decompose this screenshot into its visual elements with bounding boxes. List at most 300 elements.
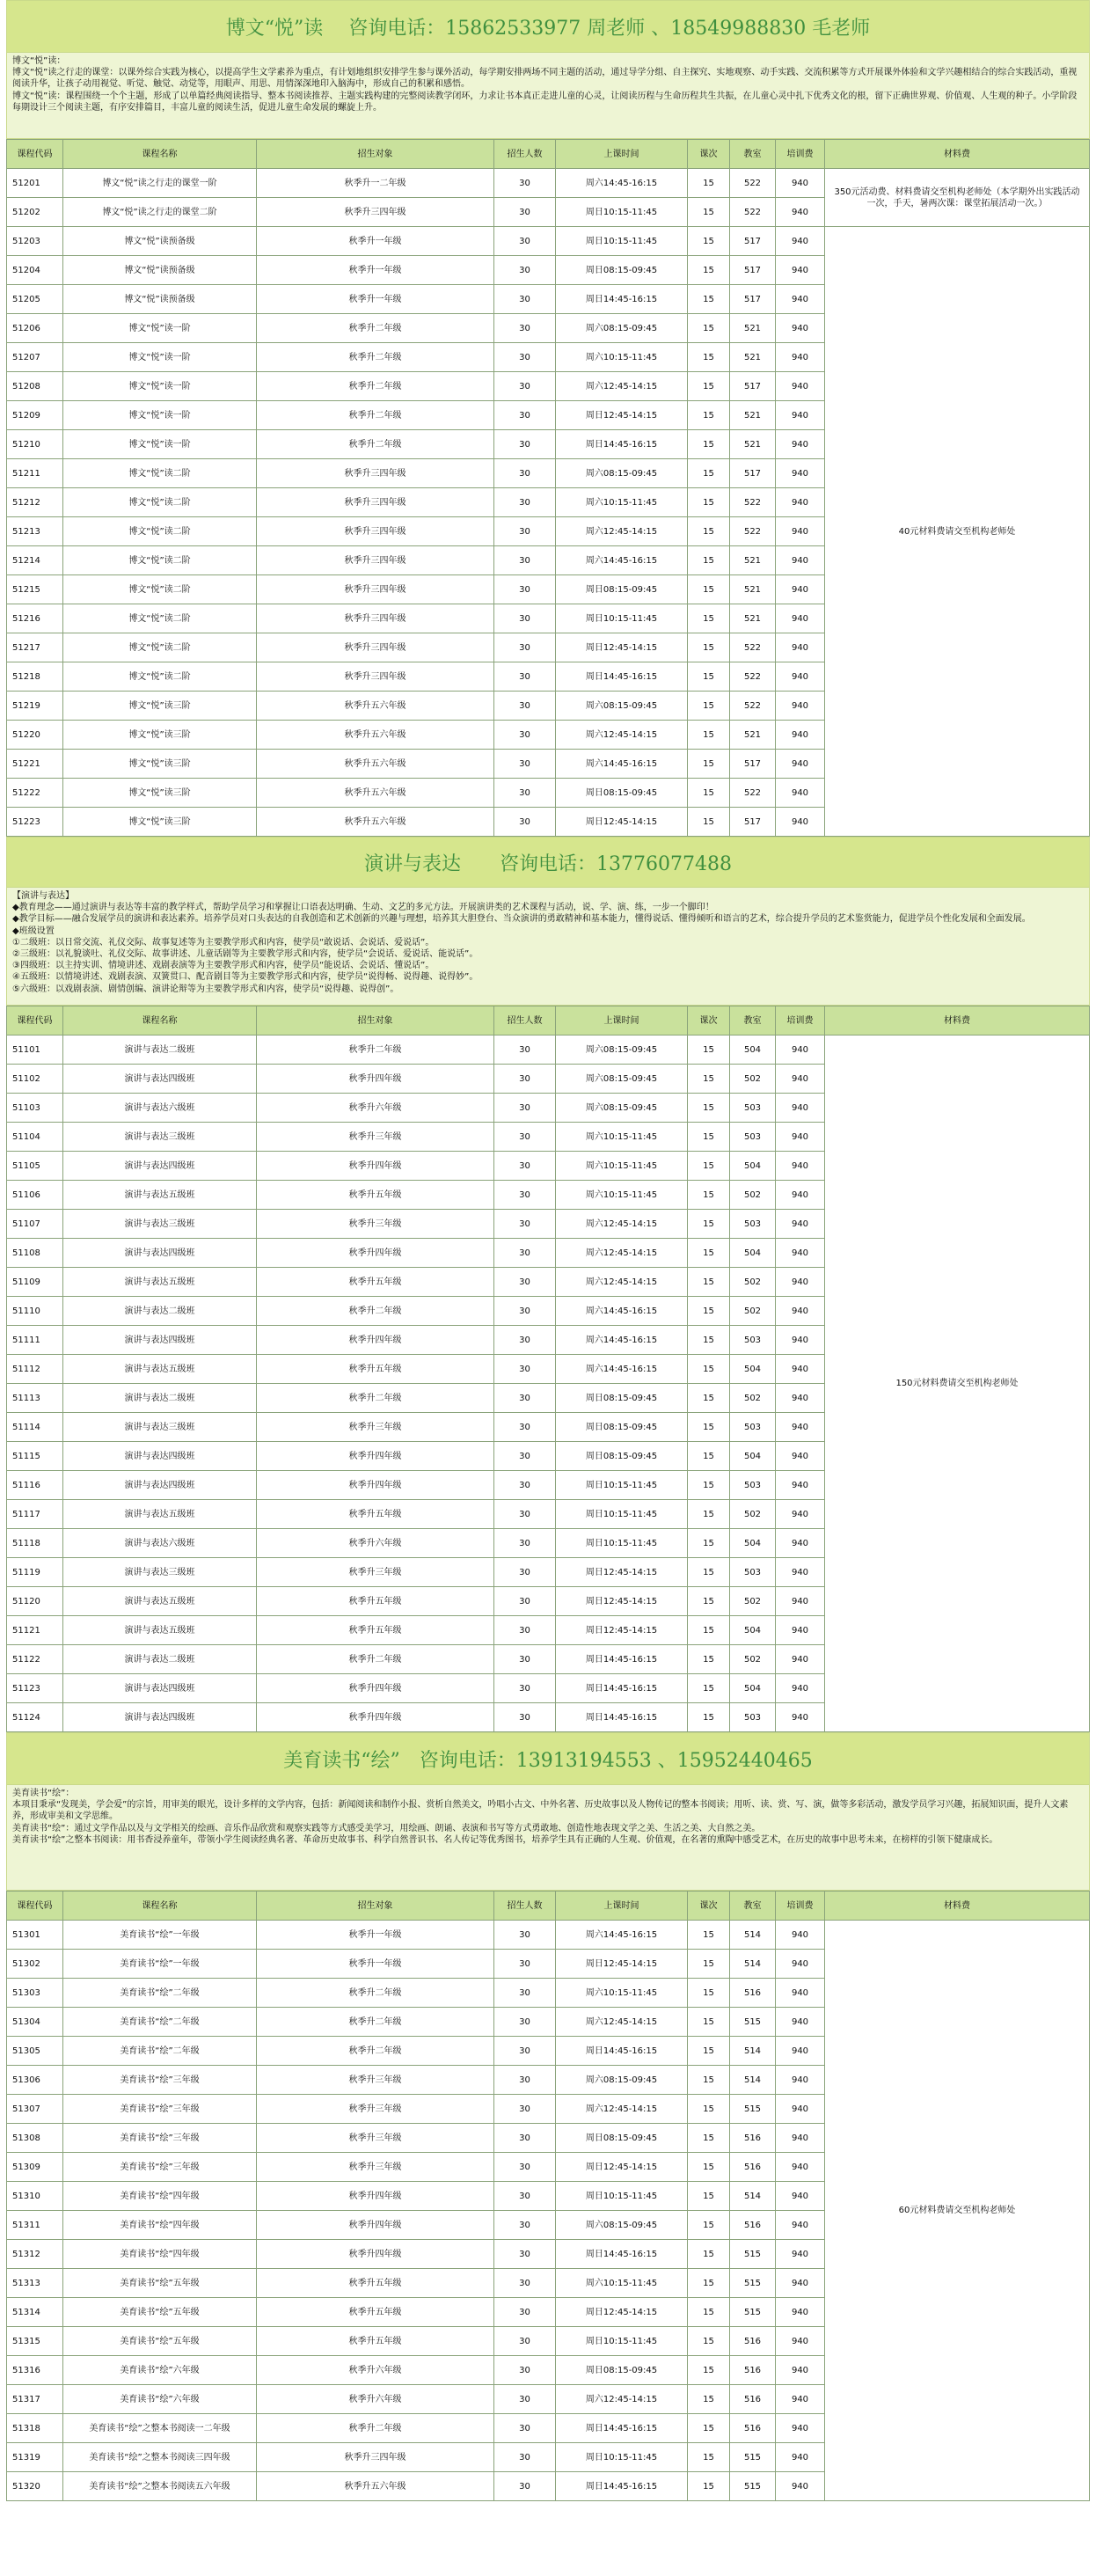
table-cell: 515 [730,2472,776,2501]
table-cell: 504 [730,1674,776,1703]
column-header: 上课时间 [556,140,688,169]
table-cell: 周六10:15-11:45 [556,343,688,372]
table-cell: 15 [688,256,730,285]
table-cell: 522 [730,662,776,692]
table-cell: 周日12:45-14:15 [556,1558,688,1587]
table-cell: 51109 [7,1268,63,1297]
table-cell: 940 [776,1181,825,1210]
table-cell: 516 [730,2153,776,2182]
table-cell: 演讲与表达二级班 [63,1297,257,1326]
table-cell: 演讲与表达三级班 [63,1413,257,1442]
table-header-row [7,1892,1090,1921]
table-cell: 51219 [7,692,63,721]
table-cell: 15 [688,2240,730,2269]
table-cell: 51218 [7,662,63,692]
table-cell: 521 [730,546,776,575]
table-cell: 940 [776,430,825,459]
table-cell: 15 [688,604,730,633]
table-cell: 15 [688,343,730,372]
table-cell: 30 [494,343,556,372]
material-fee-cell: 60元材料费请交至机构老师处 [825,1921,1090,2501]
table-cell: 51119 [7,1558,63,1587]
intro-line: ◆班级设置 [12,926,55,936]
table-cell: 51216 [7,604,63,633]
table-cell: 秋季升三四年级 [257,633,494,662]
table-cell: 周日10:15-11:45 [556,1471,688,1500]
table-cell: 940 [776,2472,825,2501]
table-cell: 51122 [7,1645,63,1674]
table-row [7,227,1090,256]
table-cell: 940 [776,2182,825,2211]
table-cell: 周日12:45-14:15 [556,633,688,662]
table-cell: 15 [688,546,730,575]
table-cell: 周六08:15-09:45 [556,1065,688,1094]
table-cell: 博文“悦”读二阶 [63,633,257,662]
table-cell: 15 [688,2211,730,2240]
table-cell: 51104 [7,1123,63,1152]
table-cell: 515 [730,2443,776,2472]
table-cell: 940 [776,2298,825,2327]
table-cell: 周日14:45-16:15 [556,1645,688,1674]
table-cell: 秋季升一年级 [257,227,494,256]
table-cell: 51304 [7,2008,63,2037]
table-cell: 30 [494,2298,556,2327]
table-cell: 美育读书“绘”五年级 [63,2327,257,2356]
table-cell: 演讲与表达四级班 [63,1239,257,1268]
table-cell: 博文“悦”读二阶 [63,604,257,633]
table-cell: 503 [730,1094,776,1123]
table-cell: 940 [776,1268,825,1297]
table-cell: 15 [688,1413,730,1442]
table-cell: 演讲与表达六级班 [63,1529,257,1558]
table-cell: 940 [776,1094,825,1123]
table-cell: 周六14:45-16:15 [556,169,688,198]
table-cell: 940 [776,2443,825,2472]
table-cell: 15 [688,2298,730,2327]
table-cell: 940 [776,1210,825,1239]
table-cell: 30 [494,1703,556,1732]
table-row [7,1036,1090,1065]
table-cell: 15 [688,1355,730,1384]
table-cell: 演讲与表达四级班 [63,1703,257,1732]
table-cell: 30 [494,662,556,692]
table-cell: 940 [776,662,825,692]
table-cell: 503 [730,1326,776,1355]
table-cell: 30 [494,1413,556,1442]
table-cell: 30 [494,2472,556,2501]
column-header: 培训费 [776,140,825,169]
table-cell: 51118 [7,1529,63,1558]
table-cell: 周六12:45-14:15 [556,2008,688,2037]
table-cell: 周六08:15-09:45 [556,2066,688,2095]
table-cell: 30 [494,1645,556,1674]
table-cell: 秋季升二年级 [257,401,494,430]
table-header-row [7,140,1090,169]
table-cell: 30 [494,633,556,662]
table-cell: 51208 [7,372,63,401]
table-cell: 517 [730,459,776,488]
table-cell: 15 [688,1326,730,1355]
table-cell: 514 [730,1950,776,1979]
table-cell: 秋季升三四年级 [257,2443,494,2472]
table-cell: 15 [688,1703,730,1732]
intro-line: 博文“悦”读之行走的课堂：以课外综合实践为核心，以提高学生文学素养为重点，有计划地组织安排学生参与课外活动，每学期安排两场不同主题的活动，通过导学分组、自主探究、实地观察、动手实践、交流积累等方式开展课外体验和文学兴趣相结合的综合实践活动，重视阅读升华，让孩子动用视觉、听觉、触觉、动觉等，用眼声、用思、用情深深地印入脑海中，形成自己的积累和感悟。 [12,68,1078,90]
table-cell: 博文“悦”读之行走的课堂二阶 [63,198,257,227]
table-cell: 周六12:45-14:15 [556,1268,688,1297]
table-cell: 30 [494,198,556,227]
table-cell: 周日08:15-09:45 [556,1442,688,1471]
table-cell: 51217 [7,633,63,662]
table-cell: 51205 [7,285,63,314]
table-cell: 522 [730,692,776,721]
table-cell: 周六12:45-14:15 [556,372,688,401]
table-cell: 940 [776,692,825,721]
table-cell: 30 [494,2211,556,2240]
table-cell: 514 [730,2066,776,2095]
intro-line: ◆教学目标——融合发展学员的演讲和表达素养。培养学员对口头表达的自我创造和艺术创新的兴趣与理想，培养其大胆登台、当众演讲的勇敢精神和基本能力，懂得说话、懂得倾听和语言的艺术，综合提升学员的艺术鉴赏能力，促进学员个性化发展和全面发展。 [12,914,1031,925]
table-cell: 51314 [7,2298,63,2327]
table-cell: 940 [776,372,825,401]
table-cell: 15 [688,1152,730,1181]
table-cell: 522 [730,633,776,662]
table-cell: 940 [776,1413,825,1442]
table-cell: 博文“悦”读二阶 [63,488,257,517]
table-cell: 秋季升五年级 [257,1500,494,1529]
table-cell: 秋季升五六年级 [257,779,494,808]
table-cell: 秋季升四年级 [257,1674,494,1703]
table-cell: 15 [688,808,730,837]
table-cell: 15 [688,2443,730,2472]
table-row [7,1921,1090,1950]
table-cell: 15 [688,1123,730,1152]
table-cell: 演讲与表达五级班 [63,1181,257,1210]
table-cell: 51116 [7,1471,63,1500]
table-cell: 51214 [7,546,63,575]
intro-line: ④五级班：以情境讲述、戏剧表演、双簧贯口、配音剧目等为主要教学形式和内容，使学员“说得畅、说得趣、说得妙”。 [12,972,479,983]
column-header: 课程代码 [7,1006,63,1036]
table-cell: 502 [730,1065,776,1094]
table-cell: 博文“悦”读之行走的课堂一阶 [63,169,257,198]
table-cell: 940 [776,169,825,198]
table-cell: 秋季升五六年级 [257,692,494,721]
table-cell: 周日14:45-16:15 [556,285,688,314]
table-cell: 504 [730,1529,776,1558]
course-table-bowen [6,139,1090,837]
table-cell: 演讲与表达三级班 [63,1558,257,1587]
table-cell: 15 [688,1297,730,1326]
table-cell: 周六12:45-14:15 [556,2385,688,2414]
table-cell: 940 [776,401,825,430]
table-cell: 30 [494,314,556,343]
table-cell: 15 [688,1036,730,1065]
table-cell: 15 [688,1210,730,1239]
table-cell: 30 [494,1921,556,1950]
table-cell: 51209 [7,401,63,430]
table-cell: 940 [776,779,825,808]
table-cell: 秋季升三年级 [257,1413,494,1442]
table-cell: 940 [776,1950,825,1979]
table-cell: 秋季升四年级 [257,1703,494,1732]
table-cell: 30 [494,2414,556,2443]
table-cell: 秋季升四年级 [257,1471,494,1500]
table-cell: 940 [776,488,825,517]
table-cell: 940 [776,314,825,343]
table-cell: 15 [688,2095,730,2124]
table-cell: 515 [730,2298,776,2327]
table-cell: 30 [494,2327,556,2356]
table-cell: 504 [730,1152,776,1181]
table-cell: 秋季升三年级 [257,2095,494,2124]
table-cell: 51114 [7,1413,63,1442]
table-cell: 美育读书“绘”三年级 [63,2153,257,2182]
table-cell: 51105 [7,1152,63,1181]
table-cell: 美育读书“绘”三年级 [63,2066,257,2095]
table-cell: 940 [776,2153,825,2182]
table-cell: 秋季升六年级 [257,1529,494,1558]
intro-line: 博文“悦”读：课程围绕一个个主题，形成了以单篇经典阅读指导、整本书阅读推荐、主题实践构建的完整阅读教学闭环，力求让书本真正走进儿童的心灵，让阅读历程与生命历程共生共振，在儿童心灵中扎下优秀文化的根，留下正确世界观、价值观、人生观的种子。小学阶段每期设计三个阅读主题，有序安排篇目，丰富儿童的阅读生活，促进儿童生命发展的螺旋上升。 [12,91,1078,113]
table-cell: 15 [688,692,730,721]
column-header: 上课时间 [556,1892,688,1921]
table-cell: 517 [730,285,776,314]
table-cell: 522 [730,169,776,198]
table-cell: 周日14:45-16:15 [556,2472,688,2501]
table-cell: 周日10:15-11:45 [556,2327,688,2356]
table-cell: 30 [494,372,556,401]
column-header: 招生对象 [257,1006,494,1036]
table-cell: 秋季升一年级 [257,1921,494,1950]
table-cell: 秋季升三年级 [257,1558,494,1587]
table-cell: 940 [776,808,825,837]
table-cell: 30 [494,1500,556,1529]
table-cell: 504 [730,1616,776,1645]
table-cell: 51102 [7,1065,63,1094]
table-cell: 940 [776,1703,825,1732]
intro-line: ③四级班：以主持实训、情境讲述、戏剧表演等为主要教学形式和内容，使学员“能说话、会说话、懂说话”。 [12,961,435,971]
table-cell: 博文“悦”读三阶 [63,750,257,779]
table-cell: 940 [776,256,825,285]
table-cell: 516 [730,2124,776,2153]
table-cell: 演讲与表达四级班 [63,1674,257,1703]
table-cell: 15 [688,1500,730,1529]
table-cell: 秋季升二年级 [257,2008,494,2037]
table-cell: 秋季升三四年级 [257,198,494,227]
table-cell: 周六12:45-14:15 [556,1210,688,1239]
table-cell: 30 [494,1268,556,1297]
table-cell: 15 [688,1616,730,1645]
table-cell: 51215 [7,575,63,604]
table-cell: 940 [776,1065,825,1094]
table-cell: 周日10:15-11:45 [556,604,688,633]
table-cell: 51221 [7,750,63,779]
column-header: 教室 [730,1006,776,1036]
table-cell: 博文“悦”读一阶 [63,314,257,343]
table-cell: 514 [730,2037,776,2066]
table-cell: 15 [688,2124,730,2153]
table-cell: 515 [730,2269,776,2298]
table-cell: 秋季升三年级 [257,1210,494,1239]
table-cell: 30 [494,1950,556,1979]
table-cell: 15 [688,2269,730,2298]
table-cell: 周六12:45-14:15 [556,2095,688,2124]
table-cell: 940 [776,1326,825,1355]
table-cell: 51203 [7,227,63,256]
table-cell: 15 [688,1979,730,2008]
table-cell: 周日12:45-14:15 [556,1616,688,1645]
table-cell: 516 [730,2327,776,2356]
table-cell: 15 [688,227,730,256]
column-header: 招生对象 [257,1892,494,1921]
table-cell: 美育读书“绘”二年级 [63,1979,257,2008]
table-cell: 秋季升二年级 [257,343,494,372]
table-cell: 秋季升二年级 [257,430,494,459]
table-cell: 15 [688,2153,730,2182]
table-cell: 30 [494,2066,556,2095]
table-cell: 美育读书“绘”五年级 [63,2298,257,2327]
table-cell: 30 [494,227,556,256]
table-cell: 30 [494,1297,556,1326]
column-header: 招生对象 [257,140,494,169]
table-cell: 51117 [7,1500,63,1529]
table-cell: 15 [688,198,730,227]
table-cell: 周日14:45-16:15 [556,2414,688,2443]
table-cell: 940 [776,2037,825,2066]
table-cell: 940 [776,1500,825,1529]
table-cell: 周日14:45-16:15 [556,2037,688,2066]
table-cell: 30 [494,1384,556,1413]
column-header: 材料费 [825,1006,1090,1036]
table-cell: 503 [730,1123,776,1152]
table-cell: 15 [688,1645,730,1674]
intro-line: 美育读书“绘”： [12,1789,75,1798]
table-cell: 美育读书“绘”五年级 [63,2269,257,2298]
table-cell: 30 [494,1239,556,1268]
table-cell: 15 [688,750,730,779]
table-cell: 周六08:15-09:45 [556,692,688,721]
table-cell: 51211 [7,459,63,488]
table-cell: 51121 [7,1616,63,1645]
table-cell: 940 [776,2356,825,2385]
table-cell: 30 [494,1979,556,2008]
column-header: 教室 [730,140,776,169]
table-cell: 51106 [7,1181,63,1210]
table-cell: 周六12:45-14:15 [556,721,688,750]
table-cell: 秋季升一年级 [257,256,494,285]
table-cell: 51309 [7,2153,63,2182]
table-cell: 秋季升四年级 [257,1442,494,1471]
table-cell: 周六08:15-09:45 [556,2211,688,2240]
table-cell: 博文“悦”读三阶 [63,808,257,837]
table-cell: 940 [776,2008,825,2037]
table-cell: 516 [730,2414,776,2443]
table-cell: 秋季升一年级 [257,1950,494,1979]
table-cell: 演讲与表达二级班 [63,1645,257,1674]
table-cell: 美育读书“绘”二年级 [63,2037,257,2066]
column-header: 培训费 [776,1892,825,1921]
table-cell: 15 [688,2356,730,2385]
table-cell: 周日14:45-16:15 [556,1703,688,1732]
table-cell: 周六08:15-09:45 [556,1036,688,1065]
table-cell: 15 [688,2385,730,2414]
table-cell: 514 [730,1921,776,1950]
table-cell: 30 [494,546,556,575]
table-cell: 521 [730,721,776,750]
table-cell: 美育读书“绘”之整本书阅读五六年级 [63,2472,257,2501]
table-cell: 517 [730,372,776,401]
table-cell: 博文“悦”读三阶 [63,692,257,721]
table-cell: 51308 [7,2124,63,2153]
table-cell: 522 [730,517,776,546]
table-cell: 演讲与表达四级班 [63,1442,257,1471]
course-schedule [6,0,1090,2501]
table-cell: 940 [776,285,825,314]
table-cell: 秋季升三四年级 [257,488,494,517]
table-cell: 502 [730,1297,776,1326]
table-cell: 秋季升四年级 [257,2211,494,2240]
table-cell: 30 [494,1616,556,1645]
table-cell: 30 [494,2008,556,2037]
table-cell: 15 [688,285,730,314]
table-cell: 51113 [7,1384,63,1413]
table-cell: 517 [730,227,776,256]
table-cell: 周六10:15-11:45 [556,1123,688,1152]
table-cell: 521 [730,314,776,343]
table-cell: 美育读书“绘”一年级 [63,1950,257,1979]
section-intro-speech [6,888,1090,1006]
table-cell: 15 [688,430,730,459]
table-cell: 演讲与表达四级班 [63,1326,257,1355]
table-cell: 940 [776,2327,825,2356]
table-cell: 秋季升三四年级 [257,604,494,633]
table-cell: 940 [776,1123,825,1152]
table-cell: 30 [494,1094,556,1123]
table-cell: 秋季升五年级 [257,1181,494,1210]
table-cell: 515 [730,2240,776,2269]
table-cell: 周日12:45-14:15 [556,401,688,430]
table-cell: 504 [730,1239,776,1268]
table-cell: 940 [776,343,825,372]
table-cell: 15 [688,314,730,343]
course-table-meiyu [6,1891,1090,2501]
table-cell: 940 [776,1674,825,1703]
table-cell: 940 [776,604,825,633]
table-cell: 博文“悦”读三阶 [63,721,257,750]
table-cell: 演讲与表达五级班 [63,1587,257,1616]
intro-line: 美育读书“绘”之整本书阅读：用书香浸养童年，带领小学生阅读经典名著、革命历史故事书、科学自然普识书、名人传记等优秀图书，培养学生具有正确的人生观、价值观，在名著的熏陶中感受艺术，在历史的故事中思考未来，在榜样的引领下健康成长。 [12,1834,998,1845]
table-cell: 15 [688,517,730,546]
table-cell: 15 [688,2008,730,2037]
table-cell: 秋季升五年级 [257,1355,494,1384]
table-cell: 秋季升五六年级 [257,2472,494,2501]
table-cell: 秋季升三四年级 [257,575,494,604]
table-cell: 美育读书“绘”六年级 [63,2356,257,2385]
table-cell: 940 [776,1529,825,1558]
table-cell: 503 [730,1703,776,1732]
table-cell: 51306 [7,2066,63,2095]
table-cell: 940 [776,2385,825,2414]
table-cell: 美育读书“绘”一年级 [63,1921,257,1950]
table-cell: 940 [776,633,825,662]
table-cell: 940 [776,546,825,575]
table-cell: 15 [688,2414,730,2443]
table-cell: 30 [494,488,556,517]
table-cell: 博文“悦”读预备级 [63,227,257,256]
table-cell: 504 [730,1036,776,1065]
table-cell: 940 [776,1558,825,1587]
table-cell: 秋季升四年级 [257,1239,494,1268]
table-cell: 940 [776,2066,825,2095]
table-cell: 周日08:15-09:45 [556,2124,688,2153]
table-cell: 周六12:45-14:15 [556,1239,688,1268]
